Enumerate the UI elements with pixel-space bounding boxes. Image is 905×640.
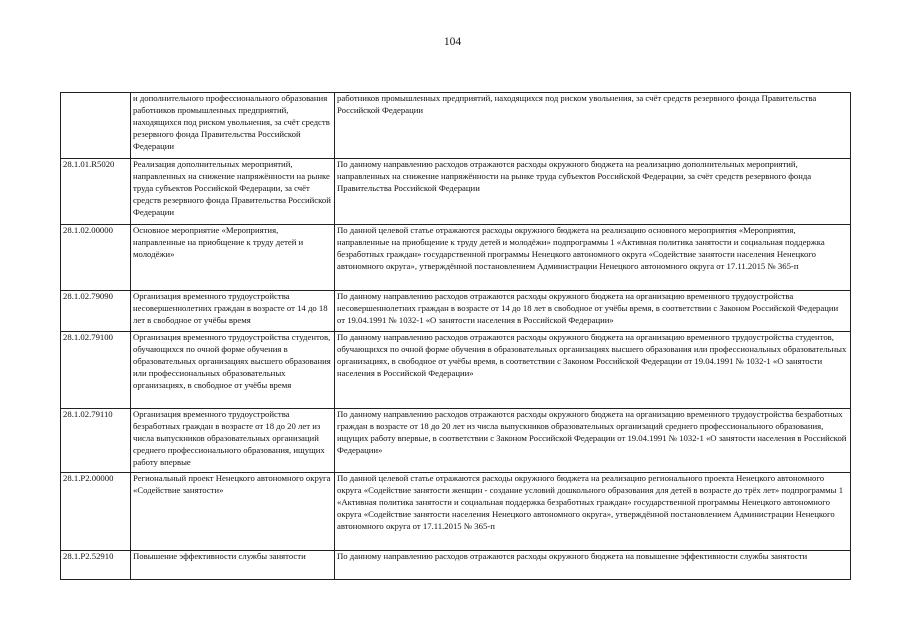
table-row [61, 332, 851, 409]
target-code: 28.1.P2.52910 [61, 551, 131, 580]
target-description: По данной целевой статье отражаются расходы окружного бюджета на реализацию регионального проекта Ненецкого автономного округа «Содействие занятости женщин - создание условий дошкольного образования для детей в возрасте до трёх лет» подпрограммы 1 «Активная политика занятости и социальная поддержка безработных граждан» государственной программы Ненецкого автономного округа «Содействие занятости населения Ненецкого автономного округа», утверждённой постановлением Администрации Ненецкого автономного округа от 17.11.2015 № 365-п [335, 473, 851, 551]
budget-classification-table [60, 92, 851, 580]
table-row [61, 159, 851, 225]
target-code: 28.1.01.R5020 [61, 159, 131, 225]
table-row [61, 473, 851, 551]
table-row [61, 291, 851, 332]
target-code: 28.1.02.79110 [61, 409, 131, 473]
target-description: По данному направлению расходов отражаются расходы окружного бюджета на организацию временного трудоустройства студентов, обучающихся по очной форме обучения в образовательных организациях высшего образования или профессиональных образовательных организациях, в свободное от учёбы время, в соответствии с Законом Российской Федерации от 19.04.1991 № 1032-1 «О занятости населения в Российской Федерации» [335, 332, 851, 409]
page-number: 104 [443, 36, 462, 48]
table-row [61, 225, 851, 291]
target-name: Организация временного трудоустройства студентов, обучающихся по очной форме обучения в образовательных организациях высшего образования или профессиональных образовательных организациях, в свободное от учёбы время [131, 332, 335, 409]
target-description: По данному направлению расходов отражаются расходы окружного бюджета на организацию временного трудоустройства несовершеннолетних граждан в возрасте от 14 до 18 лет в свободное от учёбы время, в соответствии с Законом Российской Федерации от 19.04.1991 № 1032-1 «О занятости населения в Российской Федерации» [335, 291, 851, 332]
target-description: По данному направлению расходов отражаются расходы окружного бюджета на реализацию дополнительных мероприятий, направленных на снижение напряжённости на рынке труда субъектов Российской Федерации, за счёт средств резервного фонда Правительства Российской Федерации [335, 159, 851, 225]
target-code: 28.1.02.79100 [61, 332, 131, 409]
target-code [61, 93, 131, 159]
target-code: 28.1.02.79090 [61, 291, 131, 332]
target-name: Региональный проект Ненецкого автономного округа «Содействие занятости» [131, 473, 335, 551]
target-description: По данному направлению расходов отражаются расходы окружного бюджета на организацию временного трудоустройства безработных граждан в возрасте от 18 до 20 лет из числа выпускников образовательных организаций среднего профессионального образования, ищущих работу впервые, в соответствии с Законом Российской Федерации от 19.04.1991 № 1032-1 «О занятости населения в Российской Федерации» [335, 409, 851, 473]
target-name: Повышение эффективности службы занятости [131, 551, 335, 580]
table-row [61, 551, 851, 580]
target-description: По данной целевой статье отражаются расходы окружного бюджета на реализацию основного мероприятия «Мероприятия, направленные на приобщение к труду детей и молодёжи» подпрограммы 1 «Активная политика занятости и социальная поддержка безработных граждан» государственной программы Ненецкого автономного округа «Содействие занятости населения Ненецкого автономного округа», утверждённой постановлением Администрации Ненецкого автономного округа от 17.11.2015 № 365-п [335, 225, 851, 291]
target-description: По данному направлению расходов отражаются расходы окружного бюджета на повышение эффективности службы занятости [335, 551, 851, 580]
target-name: Реализация дополнительных мероприятий, направленных на снижение напряжённости на рынке труда субъектов Российской Федерации, за счёт средств резервного фонда Правительства Российской Федерации [131, 159, 335, 225]
target-name: и дополнительного профессионального образования работников промышленных предприятий, находящихся под риском увольнения, за счёт средств резервного фонда Правительства Российской Федерации [131, 93, 335, 159]
target-name: Основное мероприятие «Мероприятия, направленные на приобщение к труду детей и молодёжи» [131, 225, 335, 291]
target-name: Организация временного трудоустройства безработных граждан в возрасте от 18 до 20 лет из числа выпускников образовательных организаций среднего профессионального образования, ищущих работу впервые [131, 409, 335, 473]
table-row [61, 93, 851, 159]
target-code: 28.1.P2.00000 [61, 473, 131, 551]
table-row [61, 409, 851, 473]
target-name: Организация временного трудоустройства несовершеннолетних граждан в возрасте от 14 до 18 лет в свободное от учёбы время [131, 291, 335, 332]
target-description: работников промышленных предприятий, находящихся под риском увольнения, за счёт средств резервного фонда Правительства Российской Федерации [335, 93, 851, 159]
target-code: 28.1.02.00000 [61, 225, 131, 291]
